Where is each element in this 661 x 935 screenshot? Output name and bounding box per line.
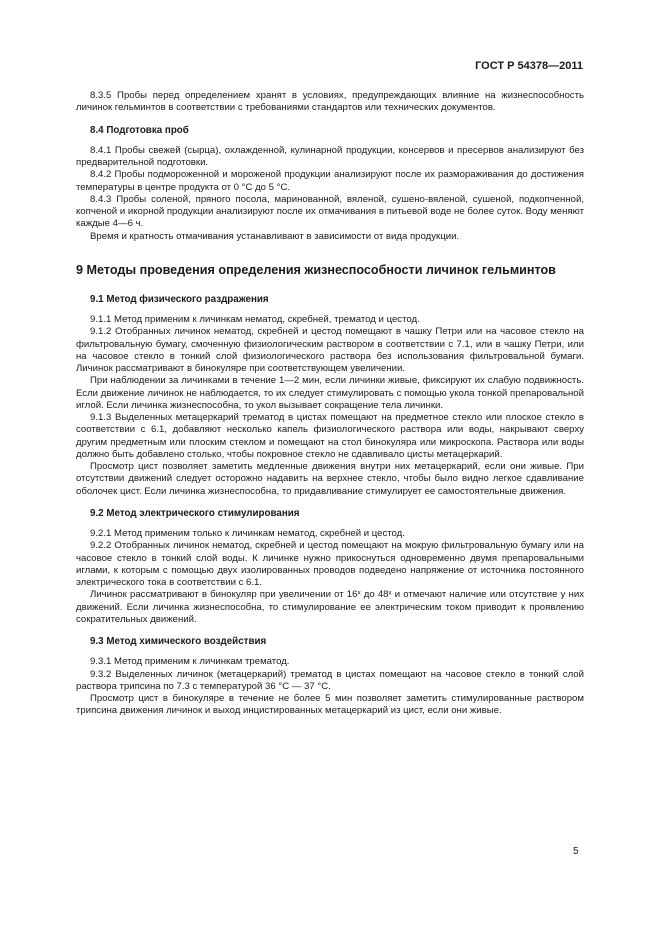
subheading-8-4: 8.4 Подготовка проб [90, 124, 189, 136]
standard-header: ГОСТ Р 54378—2011 [475, 60, 583, 72]
subheading-9-3: 9.3 Метод химического воздействия [90, 636, 267, 647]
paragraph-9-3-2: 9.3.2 Выделенных личинок (метацеркарий) трематод в цистах помещают на часовое стекло в тонкий слой раствора трипсина по 7.3 с температурой 36 °С — 37 °С. [76, 668, 584, 692]
paragraph-9-2-1: 9.2.1 Метод применим только к личинкам нематод, скребней и цестод. [90, 528, 405, 539]
document-body [76, 90, 584, 718]
paragraph-8-3-5: 8.3.5 Пробы перед определением хранят в условиях, предупреждающих влияние на жизнеспособность личинок гельминтов в соответствии с требованиями стандартов или технических документов. [76, 90, 584, 114]
subheading-9-2: 9.2 Метод электрического стимулирования [90, 507, 300, 519]
subheading-9-1: 9.1 Метод физического раздражения [90, 293, 269, 305]
paragraph-trypsin-view: Просмотр цист в бинокуляре в течение не более 5 мин позволяет заметить стимулированные раствором трипсина движения личинок и выход инцистированных метацеркарий из цист, если они живые. [76, 693, 584, 717]
section-heading-9: 9 Методы проведения определения жизнеспособности личинок гельминтов [76, 262, 556, 277]
page-number: 5 [573, 846, 579, 857]
paragraph-9-3-1: 9.3.1 Метод применим к личинкам трематод. [90, 656, 290, 668]
paragraph-8-4-2: 8.4.2 Пробы подмороженной и мороженой продукции анализируют после их размораживания до достижения температуры в центре продукта от 0 °С до 5 °С. [76, 169, 584, 193]
paragraph-binocular: Личинок рассматривают в бинокуляр при увеличении от 16ˣ до 48ˣ и отмечают наличие или отсутствие у них движений. Если личинка жизнеспособна, то стимулирование ее электрическим током приводит к проявлению сократительных движений. [76, 589, 584, 625]
paragraph-cyst-viewing: Просмотр цист позволяет заметить медленные движения внутри них метацеркарий, если они живые. При отсутствии движений следует осторожно надавить на верхнее стекло, чтобы было видно легкое сдавливание оболочек цист. Если личинка жизнеспособна, то придавливание стимулирует ее самостоятельные движения. [76, 461, 584, 497]
paragraph-9-1-2: 9.1.2 Отобранных личинок нематод, скребней и цестод помещают в чашку Петри или на часовое стекло на фильтровальную бумагу, смоченную физиологическим раствором в соответствии с 7.1, или в чашку Петри, или на часовое стекло в тонкий слой физиологического раствора без использования фильтровальной бумаги. Личинок рассматривают в бинокуляре при соответствующем увеличении. [76, 326, 584, 374]
paragraph-9-1-3: 9.1.3 Выделенных метацеркарий трематод в цистах помещают на предметное стекло или плоское стекло в соответствии с 6.1, добавляют несколько капель физиологического раствора или воды, накрывают сверху другим предметным или плоским стеклом и помещают на стол бинокуляра или микроскопа. Раствора или воды должно быть добавлено столько, чтобы покровное стекло не сдавливало цисты метацеркарий. [76, 412, 584, 460]
paragraph-9-1-1: 9.1.1 Метод применим к личинкам нематод, скребней, трематод и цестод. [90, 314, 420, 325]
paragraph-observation: При наблюдении за личинками в течение 1—2 мин, если личинки живые, фиксируют их слабую подвижность. Если движение личинок не наблюдается, то их следует стимулировать с помощью укола тонкой препаровальной иглой. Если личинка жизнеспособна, то укол вызывает сокращение тела личинки. [76, 375, 584, 411]
paragraph-9-2-2: 9.2.2 Отобранных личинок нематод, скребней и цестод помещают на мокрую фильтровальную бумагу или на часовое стекло в тонкий слой воды. К личинке нужно прикоснуться одновременно двумя препаровальными иглами, к которым с помощью двух изолированных проводов подведено напряжение от источника постоянного электрического тока в соответствии с 6.1. [76, 540, 584, 588]
paragraph-8-4-3: 8.4.3 Пробы соленой, пряного посола, маринованной, вяленой, сушено-вяленой, сушеной, подкопченной, копченой и икорной продукции анализируют после их отмачивания в питьевой воде не более суток. Воду меняют каждые 4—6 ч. [76, 193, 584, 230]
paragraph-8-4-1: 8.4.1 Пробы свежей (сырца), охлажденной, кулинарной продукции, консервов и пресервов анализируют без предварительной подготовки. [76, 144, 584, 168]
paragraph-soaking: Время и кратность отмачивания устанавливают в зависимости от вида продукции. [90, 230, 460, 242]
